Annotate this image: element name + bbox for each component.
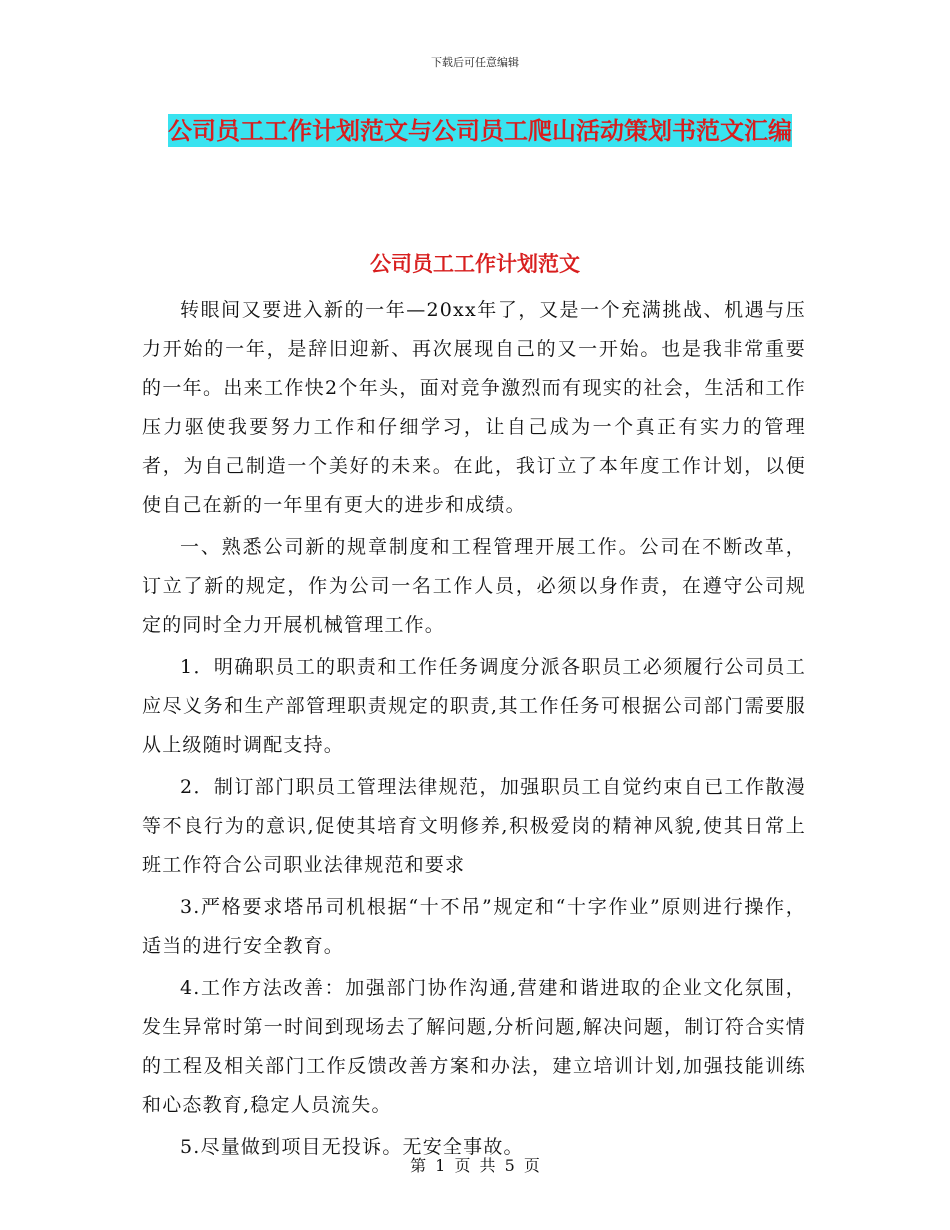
paragraph: 3.严格要求塔吊司机根据“十不吊”规定和“十字作业”原则进行操作，适当的进行安全教育。 — [142, 896, 806, 957]
paragraph: 5.尽量做到项目无投诉。无安全事故。 — [180, 1136, 524, 1158]
paragraph: 4.工作方法改善：加强部门协作沟通,营建和谐进取的企业文化氛围，发生异常时第一时间到现场去了解问题,分析问题,解决问题，制订符合实情的工程及相关部门工作反馈改善方案和办法，建立培训计划,加强技能训练和心态教育,稳定人员流失。 — [142, 977, 806, 1116]
page-number: 第 1 页 共 5 页 — [410, 1156, 540, 1175]
document-title — [140, 108, 820, 154]
page-header-note: 下载后可任意编辑 — [431, 56, 519, 69]
section-title: 公司员工工作计划范文 — [370, 251, 580, 276]
document-body — [142, 291, 806, 1170]
paragraph: 2．制订部门职员工管理法律规范，加强职员工自觉约束自已工作散漫等不良行为的意识,促使其培育文明修养,积极爱岗的精神风貌,使其日常上班工作符合公司职业法律规范和要求 — [142, 776, 806, 876]
document-title-text: 公司员工工作计划范文与公司员工爬山活动策划书范文汇编 — [168, 116, 792, 145]
paragraph: 转眼间又要进入新的一年—20xx年了，又是一个充满挑战、机遇与压力开始的一年，是辞旧迎新、再次展现自己的又一开始。也是我非常重要的一年。出来工作快2个年头，面对竞争激烈而有现实的社会，生活和工作压力驱使我要努力工作和仔细学习，让自己成为一个真正有实力的管理者，为自己制造一个美好的未来。在此，我订立了本年度工作计划，以便使自己在新的一年里有更大的进步和成绩。 — [142, 299, 806, 516]
paragraph: 1．明确职员工的职责和工作任务调度分派各职员工必须履行公司员工应尽义务和生产部管理职责规定的职责,其工作任务可根据公司部门需要服从上级随时调配支持。 — [142, 656, 806, 756]
paragraph: 一、熟悉公司新的规章制度和工程管理开展工作。公司在不断改革，订立了新的规定，作为公司一名工作人员，必须以身作责，在遵守公司规定的同时全力开展机械管理工作。 — [142, 536, 806, 636]
